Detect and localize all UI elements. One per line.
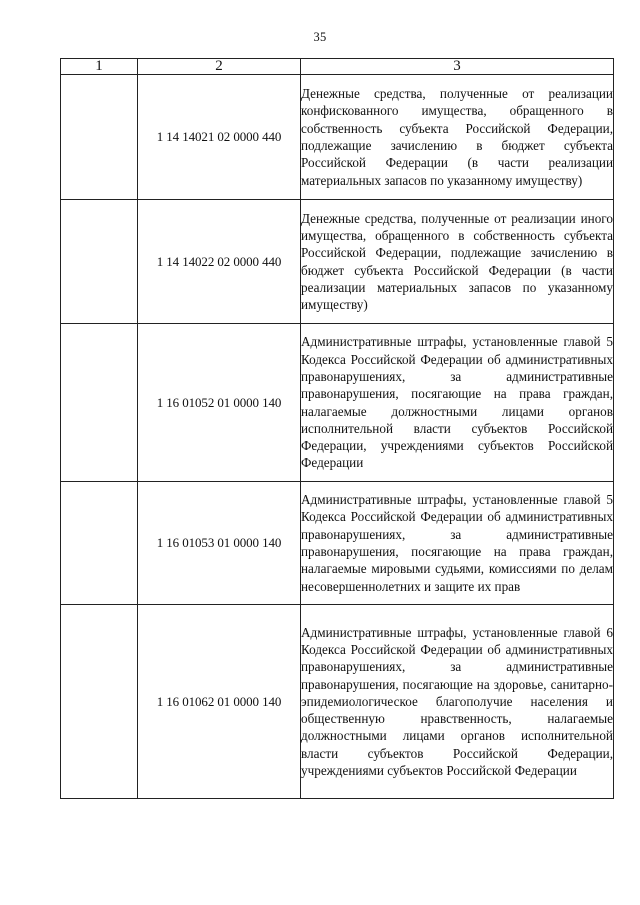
budget-code-cell: 1 16 01052 01 0000 140 (138, 324, 301, 482)
budget-code-cell: 1 14 14022 02 0000 440 (138, 200, 301, 324)
table-row (61, 75, 614, 200)
table-row (61, 605, 614, 799)
row-number-cell (61, 75, 138, 200)
table-header-row (61, 59, 614, 75)
description-cell: Административные штрафы, установленные главой 5 Кодекса Российской Федерации об административных правонарушениях, за административные правонарушения, посягающие на права граждан, налагаемые мировыми судьями, комиссиями по делам несовершеннолетних и защите их прав (301, 482, 614, 605)
budget-code-cell: 1 16 01053 01 0000 140 (138, 482, 301, 605)
row-number-cell (61, 200, 138, 324)
column-header-1: 1 (61, 59, 138, 75)
row-number-cell (61, 324, 138, 482)
budget-classification-table (60, 58, 614, 799)
description-cell: Административные штрафы, установленные главой 6 Кодекса Российской Федерации об административных правонарушениях, за административные правонарушения, посягающие на здоровье, санитарно-эпидемиологическое благополучие населения и общественную нравственность, налагаемые должностными лицами органов исполнительной власти субъектов Российской Федерации, учреждениями субъектов Российской Федерации (301, 605, 614, 799)
row-number-cell (61, 482, 138, 605)
description-cell: Денежные средства, полученные от реализации иного имущества, обращенного в собственность субъекта Российской Федерации, подлежащие зачислению в бюджет субъекта Российской Федерации (в части реализации материальных запасов по указанному имуществу) (301, 200, 614, 324)
description-cell: Административные штрафы, установленные главой 5 Кодекса Российской Федерации об административных правонарушениях, за административные правонарушения, посягающие на права граждан, налагаемые должностными лицами органов исполнительной власти субъектов Российской Федерации, учреждениями субъектов Российской Федерации (301, 324, 614, 482)
budget-code-cell: 1 16 01062 01 0000 140 (138, 605, 301, 799)
row-number-cell (61, 605, 138, 799)
page-number: 35 (313, 30, 327, 44)
column-header-3: 3 (301, 59, 614, 75)
table-row (61, 324, 614, 482)
budget-code-cell: 1 14 14021 02 0000 440 (138, 75, 301, 200)
table-row (61, 200, 614, 324)
column-header-2: 2 (138, 59, 301, 75)
description-cell: Денежные средства, полученные от реализации конфискованного имущества, обращенного в собственность субъекта Российской Федерации, подлежащие зачислению в бюджет субъекта Российской Федерации (в части реализации материальных запасов по указанному имуществу) (301, 75, 614, 200)
table-row (61, 482, 614, 605)
